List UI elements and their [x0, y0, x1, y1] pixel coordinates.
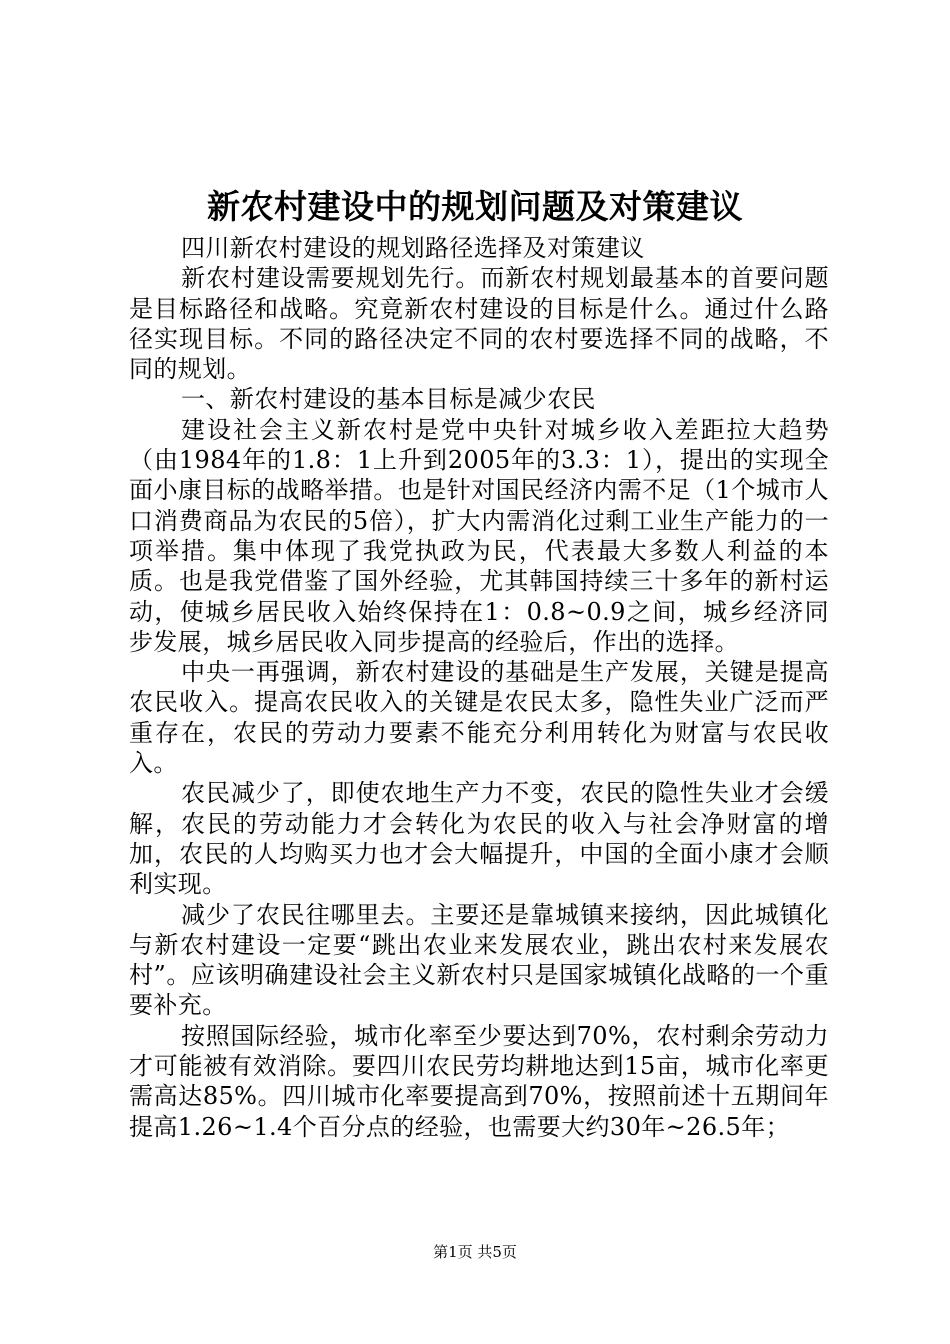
paragraph: 按照国际经验，城市化率至少要达到70%，农村剩余劳动力才可能被有效消除。要四川农民劳均耕地达到15亩，城市化率更需高达85%。四川城市化率要提高到70%，按照前述十五期间年提高1.26~1.4个百分点的经验，也需要大约30年~26.5年；	[129, 1021, 829, 1141]
paragraph: 减少了农民往哪里去。主要还是靠城镇来接纳，因此城镇化与新农村建设一定要“跳出农业来发展农业，跳出农村来发展农村”。应该明确建设社会主义新农村只是国家城镇化战略的一个重要补充。	[129, 900, 829, 1020]
paragraph: 建设社会主义新农村是党中央针对城乡收入差距拉大趋势（由1984年的1.8：1上升到2005年的3.3：1），提出的实现全面小康目标的战略举措。也是针对国民经济内需不足（1个城市人口消费商品为农民的5倍），扩大内需消化过剩工业生产能力的一项举措。集中体现了我党执政为民，代表最大多数人利益的本质。也是我党借鉴了国外经验，尤其韩国持续三十多年的新村运动，使城乡居民收入始终保持在1：0.8~0.9之间，城乡经济同步发展，城乡居民收入同步提高的经验后，作出的选择。	[129, 415, 829, 656]
paragraph: 农民减少了，即使农地生产力不变，农民的隐性失业才会缓解，农民的劳动能力才会转化为农民的收入与社会净财富的增加，农民的人均购买力也才会大幅提升，中国的全面小康才会顺利实现。	[129, 779, 829, 899]
page-number-footer: 第1页 共5页	[433, 1243, 517, 1261]
paragraph: 中央一再强调，新农村建设的基础是生产发展，关键是提高农民收入。提高农民收入的关键是农民太多，隐性失业广泛而严重存在，农民的劳动力要素不能充分利用转化为财富与农民收入。	[129, 658, 829, 778]
document-title: 新农村建设中的规划问题及对策建议	[207, 187, 743, 226]
paragraph-subtitle: 四川新农村建设的规划路径选择及对策建议	[181, 234, 645, 262]
document-body	[129, 233, 829, 1142]
section-heading: 一、新农村建设的基本目标是减少农民	[181, 385, 596, 414]
paragraph: 新农村建设需要规划先行。而新农村规划最基本的首要问题是目标路径和战略。究竟新农村建设的目标是什么。通过什么路径实现目标。不同的路径决定不同的农村要选择不同的战略，不同的规划。	[129, 264, 829, 384]
